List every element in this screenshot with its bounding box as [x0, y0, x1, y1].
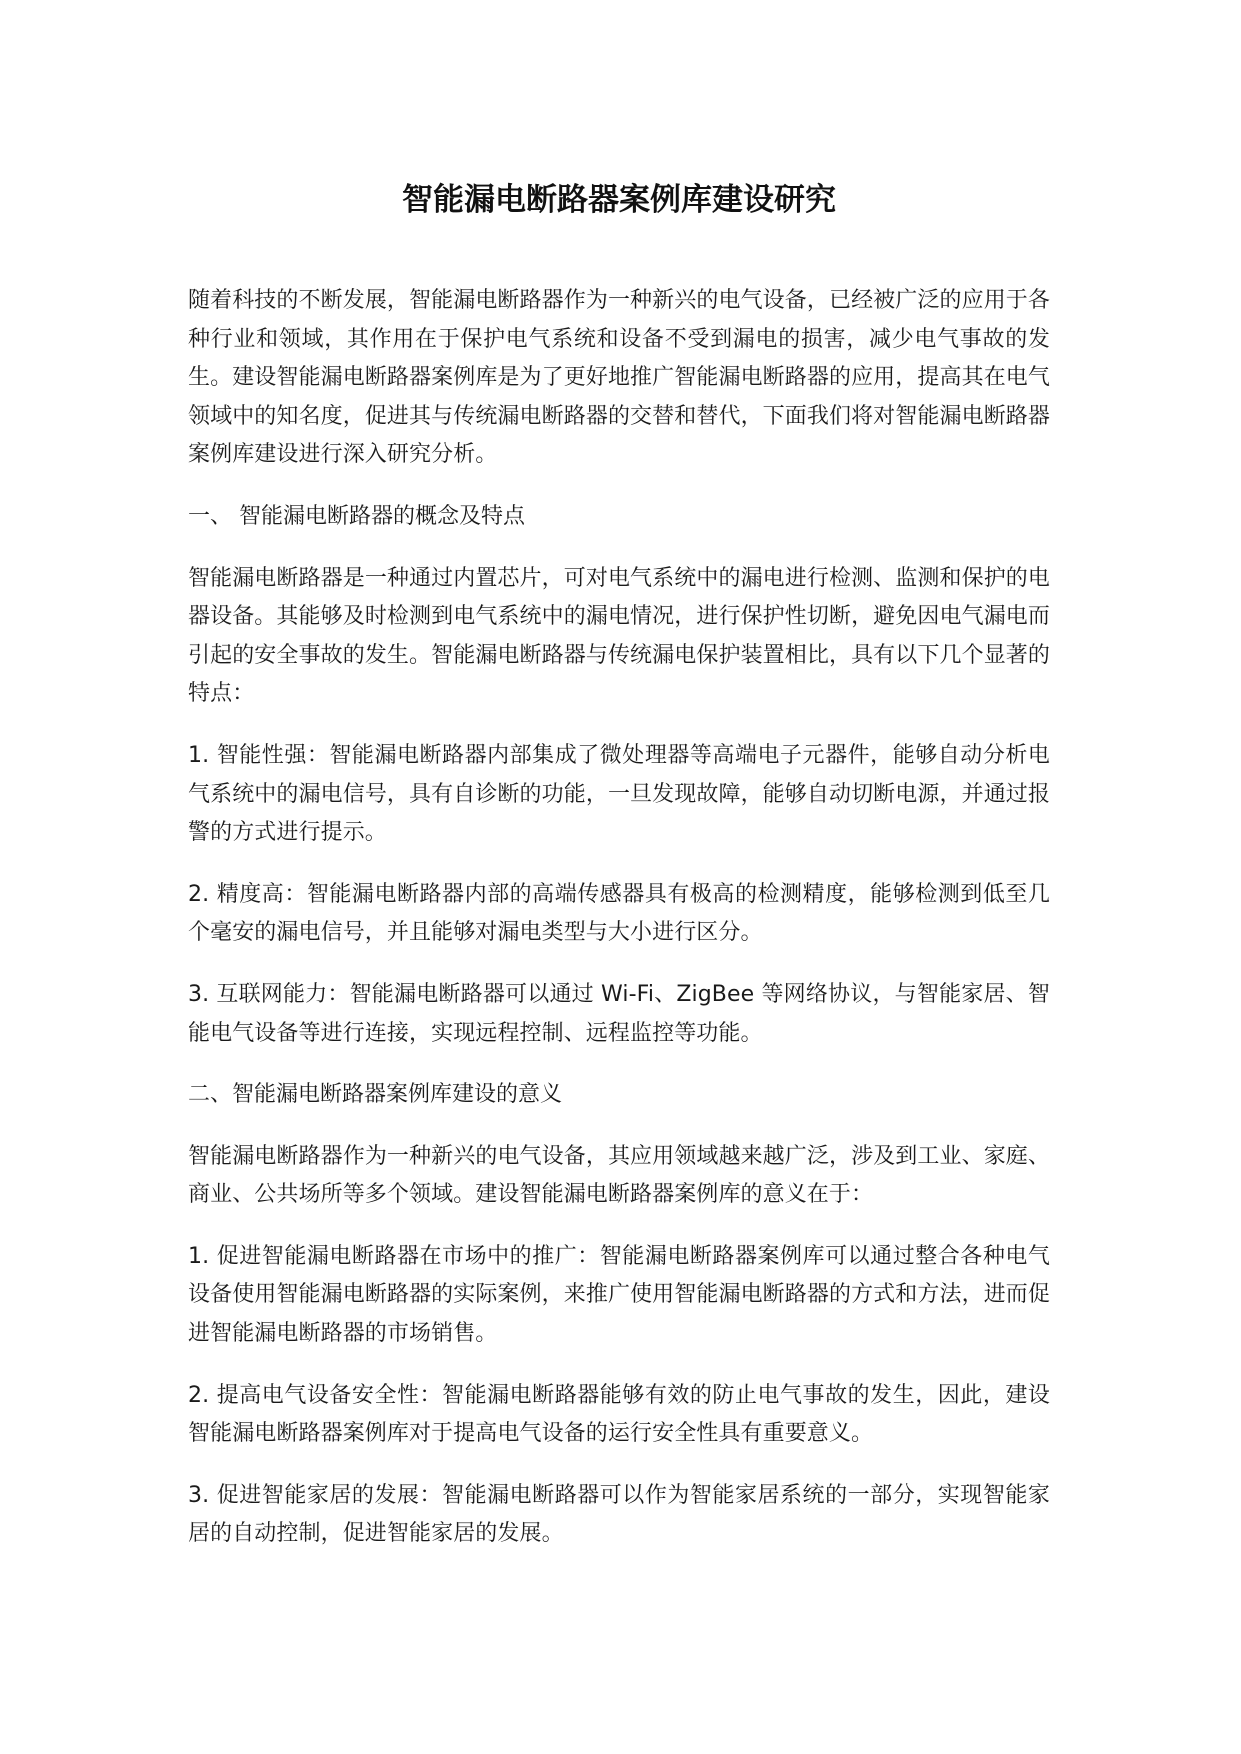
paragraph-concept: 智能漏电断路器是一种通过内置芯片，可对电气系统中的漏电进行检测、监测和保护的电器设备。其能够及时检测到电气系统中的漏电情况，进行保护性切断，避免因电气漏电而引起的安全事故的发生。智能漏电断路器与传统漏电保护装置相比，具有以下几个显著的特点： [188, 565, 1050, 707]
document-title: 智能漏电断路器案例库建设研究 [402, 182, 836, 218]
list-item-significance-3: 3. 促进智能家居的发展：智能漏电断路器可以作为智能家居系统的一部分，实现智能家居的自动控制，促进智能家居的发展。 [188, 1482, 1050, 1547]
list-item-significance-2: 2. 提高电气设备安全性：智能漏电断路器能够有效的防止电气事故的发生，因此，建设智能漏电断路器案例库对于提高电气设备的运行安全性具有重要意义。 [188, 1382, 1050, 1447]
intro-paragraph: 随着科技的不断发展，智能漏电断路器作为一种新兴的电气设备，已经被广泛的应用于各种行业和领域，其作用在于保护电气系统和设备不受到漏电的损害，减少电气事故的发生。建设智能漏电断路器案例库是为了更好地推广智能漏电断路器的应用，提高其在电气领域中的知名度，促进其与传统漏电断路器的交替和替代，下面我们将对智能漏电断路器案例库建设进行深入研究分析。 [188, 288, 1050, 468]
section-heading-2: 二、智能漏电断路器案例库建设的意义 [188, 1082, 563, 1108]
list-item-feature-3: 3. 互联网能力：智能漏电断路器可以通过 Wi-Fi、ZigBee 等网络协议，与智能家居、智能电气设备等进行连接，实现远程控制、远程监控等功能。 [188, 981, 1050, 1046]
section-heading-1: 一、 智能漏电断路器的概念及特点 [188, 503, 525, 529]
list-item-significance-1: 1. 促进智能漏电断路器在市场中的推广：智能漏电断路器案例库可以通过整合各种电气设备使用智能漏电断路器的实际案例，来推广使用智能漏电断路器的方式和方法，进而促进智能漏电断路器的市场销售。 [188, 1243, 1050, 1347]
list-item-feature-2: 2. 精度高：智能漏电断路器内部的高端传感器具有极高的检测精度，能够检测到低至几个毫安的漏电信号，并且能够对漏电类型与大小进行区分。 [188, 881, 1050, 946]
document-page [188, 0, 1050, 1754]
document-body [188, 282, 1050, 1577]
paragraph-significance: 智能漏电断路器作为一种新兴的电气设备，其应用领域越来越广泛，涉及到工业、家庭、商业、公共场所等多个领域。建设智能漏电断路器案例库的意义在于： [188, 1143, 1050, 1208]
list-item-feature-1: 1. 智能性强：智能漏电断路器内部集成了微处理器等高端电子元器件，能够自动分析电气系统中的漏电信号，具有自诊断的功能，一旦发现故障，能够自动切断电源，并通过报警的方式进行提示。 [188, 742, 1050, 846]
